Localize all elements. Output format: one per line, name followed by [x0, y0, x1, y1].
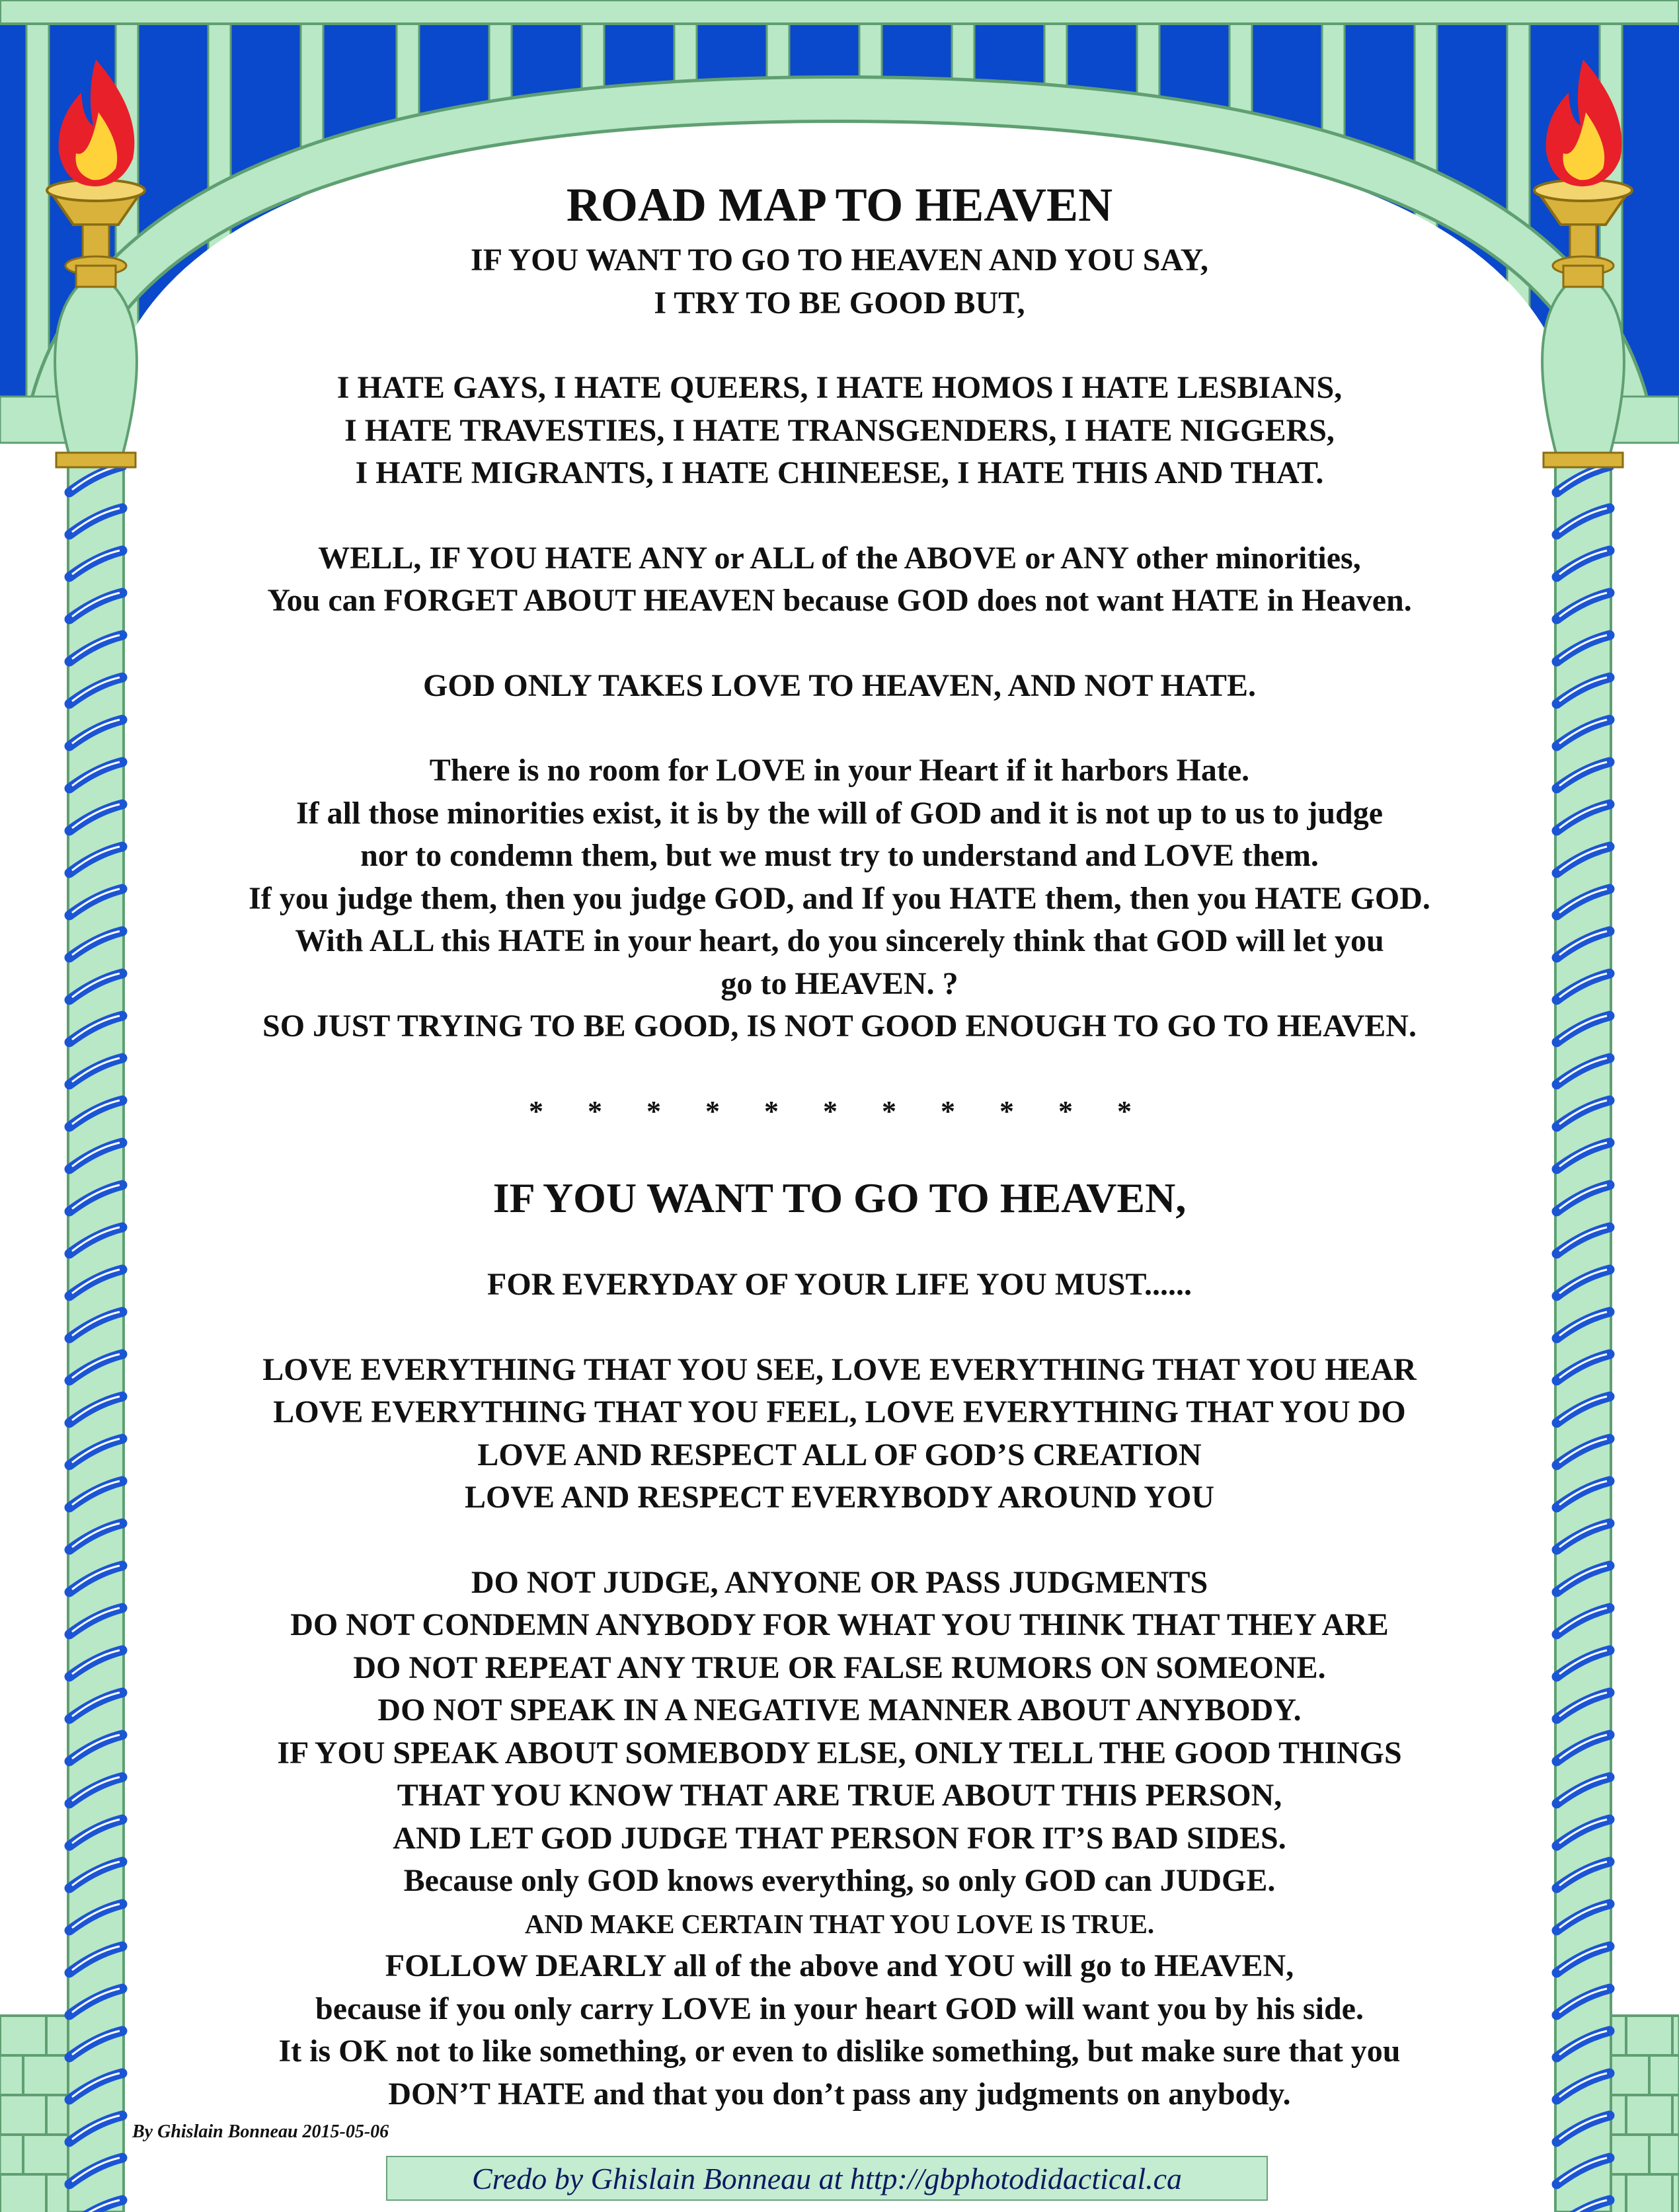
- everyday-line: FOR EVERYDAY OF YOUR LIFE YOU MUST......: [487, 1267, 1192, 1302]
- closing-line: It is OK not to like something, or even to dislike something, but make sure that you: [278, 2034, 1401, 2069]
- warning-line: You can FORGET ABOUT HEAVEN because GOD does not want HATE in Heaven.: [267, 583, 1412, 618]
- hate-line: I HATE GAYS, I HATE QUEERS, I HATE HOMOS I HATE LESBIANS,: [336, 370, 1343, 405]
- intro-line: I TRY TO BE GOOD BUT,: [654, 285, 1025, 321]
- reflection-line: SO JUST TRYING TO BE GOOD, IS NOT GOOD ENOUGH TO GO TO HEAVEN.: [262, 1009, 1417, 1044]
- byline: By Ghislain Bonneau 2015-05-06: [132, 2121, 389, 2142]
- certain-line: AND MAKE CERTAIN THAT YOU LOVE IS TRUE.: [524, 1908, 1155, 1939]
- separator: * * * * * * * * * * *: [529, 1094, 1150, 1127]
- donot-line: Because only GOD knows everything, so only GOD can JUDGE.: [403, 1863, 1276, 1898]
- only-love-line: GOD ONLY TAKES LOVE TO HEAVEN, AND NOT HATE.: [423, 667, 1256, 703]
- torch-neck: [1563, 266, 1603, 287]
- top-rail: [0, 0, 1679, 24]
- gold-ring: [56, 453, 136, 467]
- donot-line: DO NOT REPEAT ANY TRUE OR FALSE RUMORS ON SOMEONE.: [353, 1650, 1326, 1685]
- warning-line: WELL, IF YOU HATE ANY or ALL of the ABOVE or ANY other minorities,: [318, 540, 1361, 576]
- donot-line: DO NOT SPEAK IN A NEGATIVE MANNER ABOUT ANYBODY.: [377, 1693, 1302, 1728]
- reflection-line: go to HEAVEN. ?: [721, 966, 958, 1001]
- closing-line: DON’T HATE and that you don’t pass any judgments on anybody.: [388, 2076, 1291, 2112]
- reflection-line: nor to condemn them, but we must try to understand and LOVE them.: [360, 838, 1319, 873]
- credo-text: Credo by Ghislain Bonneau at http://gbphotodidactical.ca: [471, 2161, 1183, 2195]
- love-line: LOVE AND RESPECT EVERYBODY AROUND YOU: [464, 1480, 1215, 1515]
- credo-bar: [386, 2156, 1268, 2201]
- reflection-line: If you judge them, then you judge GOD, and If you HATE them, then you HATE GOD.: [249, 880, 1430, 916]
- love-line: LOVE EVERYTHING THAT YOU FEEL, LOVE EVERYTHING THAT YOU DO: [273, 1394, 1406, 1430]
- love-line: LOVE EVERYTHING THAT YOU SEE, LOVE EVERYTHING THAT YOU HEAR: [262, 1352, 1417, 1387]
- reflection-line: With ALL this HATE in your heart, do you sincerely think that GOD will let you: [295, 923, 1384, 958]
- donot-line: IF YOU SPEAK ABOUT SOMEBODY ELSE, ONLY TELL THE GOOD THINGS: [277, 1735, 1402, 1771]
- reflection-line: There is no room for LOVE in your Heart if it harbors Hate.: [429, 753, 1250, 788]
- column-capital: [1542, 286, 1624, 456]
- column-capital: [55, 286, 137, 456]
- donot-line: DO NOT JUDGE, ANYONE OR PASS JUDGMENTS: [471, 1564, 1208, 1600]
- reflection-line: If all those minorities exist, it is by the will of GOD and it is not up to us to judge: [295, 795, 1384, 831]
- donot-line: DO NOT CONDEMN ANYBODY FOR WHAT YOU THINK THAT THEY ARE: [290, 1607, 1389, 1642]
- closing-line: FOLLOW DEARLY all of the above and YOU will go to HEAVEN,: [385, 1948, 1294, 1983]
- intro-line: IF YOU WANT TO GO TO HEAVEN AND YOU SAY,: [471, 243, 1208, 278]
- donot-line: AND LET GOD JUDGE THAT PERSON FOR IT’S BAD SIDES.: [393, 1820, 1286, 1856]
- love-line: LOVE AND RESPECT ALL OF GOD’S CREATION: [477, 1437, 1202, 1472]
- closing-line: because if you only carry LOVE in your heart GOD will want you by his side.: [315, 1991, 1364, 2026]
- page-title: ROAD MAP TO HEAVEN: [566, 178, 1113, 231]
- hate-line: I HATE TRAVESTIES, I HATE TRANSGENDERS, I HATE NIGGERS,: [344, 412, 1335, 448]
- section-heading: IF YOU WANT TO GO TO HEAVEN,: [492, 1174, 1187, 1221]
- gold-ring: [1543, 453, 1623, 467]
- torch-neck: [76, 266, 116, 287]
- document-body: [139, 173, 1540, 2116]
- donot-line: THAT YOU KNOW THAT ARE TRUE ABOUT THIS PERSON,: [397, 1778, 1282, 1813]
- hate-line: I HATE MIGRANTS, I HATE CHINEESE, I HATE THIS AND THAT.: [355, 455, 1324, 490]
